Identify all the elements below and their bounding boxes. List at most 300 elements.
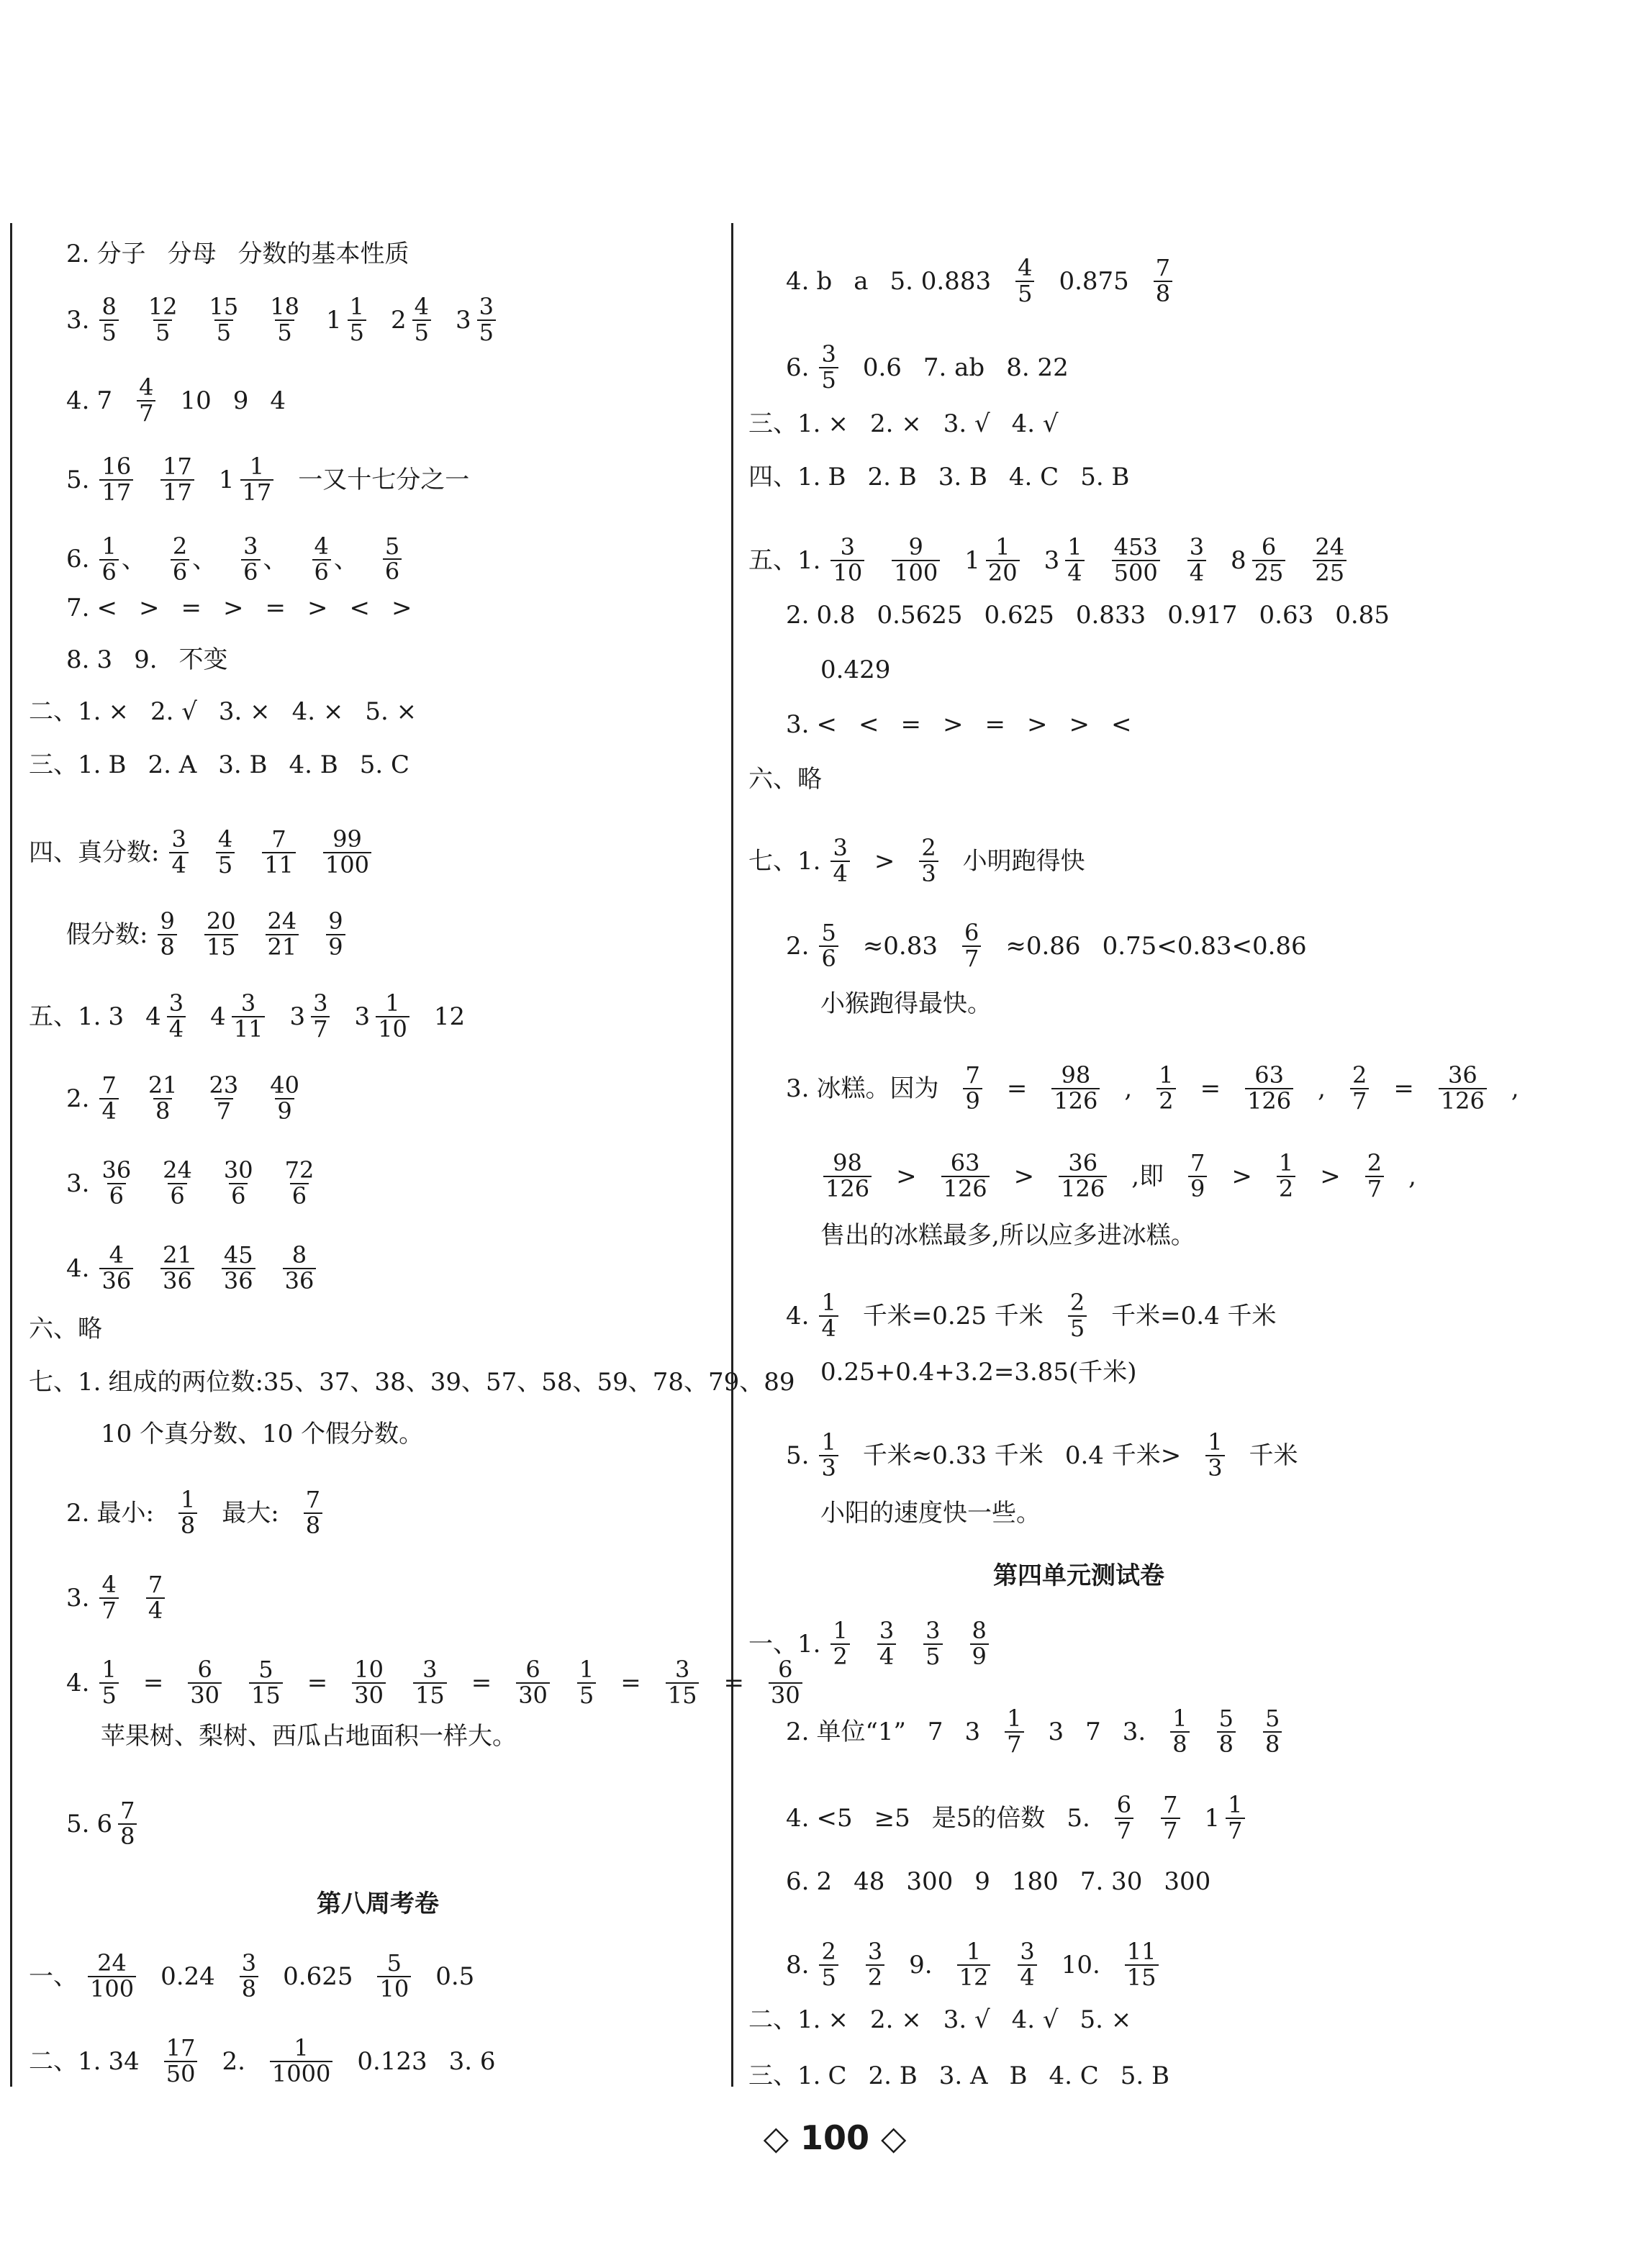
answer-item: 7	[927, 1717, 943, 1746]
fraction	[312, 532, 331, 586]
denominator: 7	[1226, 1818, 1244, 1843]
denominator: 8	[1263, 1731, 1282, 1757]
answer-item: >	[1026, 710, 1048, 739]
denominator: 6	[290, 1183, 309, 1209]
numerator: 7	[120, 1797, 135, 1824]
fraction	[99, 1573, 118, 1623]
answer-row	[29, 699, 438, 724]
answer-row	[820, 1223, 1217, 1248]
answer-item: 5.	[1067, 1803, 1090, 1833]
question-number: 六、略	[29, 1315, 102, 1343]
fraction	[160, 455, 194, 504]
answer-row	[748, 465, 1151, 489]
whole-part: 1	[325, 305, 342, 335]
denominator: 7	[962, 945, 981, 971]
answer-item: 7	[1085, 1717, 1101, 1746]
mixed-number	[1231, 535, 1288, 585]
fraction-item	[280, 1243, 320, 1293]
numerator: 10	[354, 1656, 384, 1683]
numerator: 9	[908, 533, 923, 561]
diamond-icon: ◇	[763, 2118, 789, 2157]
numerator: 3	[833, 834, 848, 861]
numerator: 98	[1061, 1061, 1091, 1089]
fraction	[1068, 1291, 1087, 1341]
answer-item: 0.6	[862, 353, 902, 382]
answer-item: 分母	[167, 240, 217, 268]
denominator: 5	[348, 319, 366, 345]
numerator: 15	[209, 293, 239, 320]
answer-item: =	[1200, 1074, 1221, 1103]
denominator: 100	[892, 560, 940, 586]
numerator: 4	[139, 373, 154, 401]
fraction	[266, 907, 299, 961]
fraction	[1051, 1063, 1100, 1113]
denominator: 15	[204, 934, 238, 960]
answer-item: 10	[180, 386, 212, 415]
fraction	[118, 1799, 137, 1849]
fraction-item	[185, 1658, 225, 1707]
fraction-item	[410, 1658, 450, 1707]
answer-item: 0.75<0.83<0.86	[1102, 931, 1307, 961]
question-number: 2.	[786, 1717, 810, 1746]
section-heading: 第八周考卷	[317, 1890, 439, 1918]
denominator: 126	[1439, 1088, 1487, 1114]
question-number: 假分数:	[66, 920, 148, 949]
fraction-item	[263, 907, 302, 961]
denominator: 17	[160, 479, 194, 505]
fraction	[1125, 1940, 1159, 1990]
answer-row	[66, 1488, 347, 1538]
fraction	[1157, 1063, 1175, 1113]
mixed-number	[1205, 1793, 1248, 1843]
question-number: 四、1.	[748, 463, 821, 491]
answer-item: 5. B	[1080, 463, 1130, 491]
answer-item: 5. ×	[1080, 2005, 1132, 2034]
denominator: 36	[160, 1268, 194, 1294]
numerator: 2	[172, 532, 188, 560]
denominator: 4	[146, 1597, 165, 1623]
fraction	[1252, 535, 1286, 585]
denominator: 8	[240, 1976, 258, 2002]
fraction-item	[237, 1951, 261, 2001]
denominator: 5	[99, 319, 118, 345]
denominator: 25	[1313, 560, 1346, 586]
fraction-item	[816, 1291, 841, 1341]
answer-item: 4. √	[1011, 2005, 1059, 2034]
answer-row	[66, 1071, 326, 1125]
question-number: 8.	[66, 645, 90, 674]
fraction-item	[1274, 1151, 1298, 1201]
denominator: 20	[986, 560, 1020, 586]
question-number: 3.	[66, 1583, 90, 1612]
fraction-item	[202, 907, 241, 961]
answer-item: 小猴跑得最快。	[820, 989, 992, 1018]
fraction	[164, 2036, 198, 2086]
question-number: 3.	[786, 1074, 810, 1103]
answer-item: >	[222, 594, 244, 622]
denominator: 30	[188, 1682, 222, 1708]
question-number: 四、真分数:	[29, 838, 160, 867]
denominator: 6	[312, 559, 331, 585]
question-number: 7.	[66, 594, 90, 622]
question-number: 三、1.	[29, 750, 101, 779]
numerator: 6	[1261, 533, 1277, 561]
answer-item: 4. B	[289, 750, 338, 779]
fraction	[923, 1619, 942, 1669]
numerator: 1	[249, 453, 265, 480]
denominator: 5	[99, 1682, 118, 1708]
answer-item: 2	[816, 1867, 833, 1896]
answer-row	[786, 1869, 1232, 1894]
numerator: 24	[97, 1949, 127, 1977]
denominator: 126	[1051, 1088, 1100, 1114]
answer-item: 12	[433, 1002, 466, 1031]
answer-row	[66, 1158, 340, 1208]
denominator: 8	[1170, 1731, 1189, 1757]
answer-item: 7. 30	[1080, 1867, 1143, 1896]
fraction-item	[96, 1243, 136, 1293]
denominator: 36	[283, 1268, 317, 1294]
fraction-item	[96, 455, 136, 504]
denominator: 4	[167, 1016, 186, 1042]
numerator: 1	[995, 533, 1010, 561]
answer-item: ,	[1408, 1161, 1416, 1191]
answer-row	[820, 1151, 1438, 1201]
fraction-item	[960, 1063, 985, 1113]
numerator: 1	[1007, 1705, 1022, 1732]
numerator: 2	[1069, 1289, 1085, 1316]
denominator: 15	[666, 1682, 700, 1708]
answer-item: 300	[906, 1867, 954, 1896]
fraction-item	[1185, 1151, 1210, 1201]
answer-item: B	[108, 750, 127, 779]
fraction-item	[166, 827, 191, 877]
answer-row	[786, 256, 1197, 306]
fraction	[240, 1951, 258, 2001]
answer-item: >	[391, 594, 412, 622]
denominator: 9	[326, 934, 345, 960]
answer-item: 5. C	[359, 750, 409, 779]
numerator: 1	[1172, 1705, 1187, 1732]
fraction	[99, 1158, 133, 1208]
denominator: 5	[153, 319, 172, 345]
whole-part: 4	[145, 1002, 161, 1031]
fraction	[311, 989, 330, 1043]
fraction-item	[820, 1151, 874, 1201]
numerator: 3	[1189, 533, 1205, 561]
denominator: 17	[240, 479, 274, 505]
answer-item: 4. √	[1011, 409, 1059, 438]
question-number: 5.	[66, 465, 90, 494]
answer-row	[786, 340, 1090, 394]
answer-row	[786, 921, 1329, 971]
fraction	[1005, 1707, 1023, 1756]
fraction-item	[663, 1658, 702, 1707]
numerator: 3	[168, 989, 184, 1017]
numerator: 3	[867, 1938, 883, 1965]
fraction	[137, 373, 155, 427]
fraction	[240, 455, 274, 504]
numerator: 36	[1447, 1061, 1477, 1089]
numerator: 17	[163, 453, 192, 480]
answer-item: 3.	[1122, 1717, 1146, 1746]
fraction-item	[816, 340, 841, 394]
fraction-item	[96, 1658, 121, 1707]
answer-item: 0.875	[1059, 266, 1129, 296]
answer-item: 3	[964, 1717, 981, 1746]
numerator: 7	[148, 1571, 163, 1598]
denominator: 7	[99, 1597, 118, 1623]
mixed-number	[219, 455, 276, 504]
denominator: 9	[963, 1088, 982, 1114]
answer-item: >	[942, 710, 964, 739]
denominator: 5	[1068, 1315, 1087, 1341]
denominator: 6	[107, 1183, 126, 1209]
page-number	[748, 2118, 921, 2157]
numerator: 5	[1264, 1705, 1280, 1732]
mixed-number	[326, 295, 369, 345]
denominator: 1000	[270, 2061, 332, 2087]
answer-item: 5. B	[1120, 2061, 1170, 2090]
answer-item: 0.8	[816, 601, 856, 630]
fraction	[99, 1658, 118, 1707]
separator: 、	[263, 545, 288, 574]
answer-item: 0.5625	[877, 601, 963, 630]
question-number: 一、	[29, 1961, 78, 1991]
answer-item: ×	[828, 409, 848, 438]
denominator: 7	[1005, 1731, 1023, 1757]
answer-item: 0.625	[283, 1961, 353, 1991]
page-number-value: 100	[800, 2118, 870, 2157]
question-number: 五、1.	[29, 1002, 101, 1031]
denominator: 6	[819, 945, 838, 971]
answer-row	[66, 242, 430, 266]
answer-item: =	[471, 1668, 492, 1697]
fraction	[1018, 1940, 1036, 1990]
question-number: 2.	[66, 1498, 90, 1528]
answer-item: =	[181, 594, 202, 622]
numerator: 9	[160, 907, 175, 935]
answer-item: 0.5	[435, 1961, 475, 1991]
numerator: 3	[1020, 1938, 1035, 1965]
denominator: 3	[819, 1455, 838, 1481]
numerator: 11	[1126, 1938, 1157, 1965]
fraction-item	[204, 295, 244, 345]
denominator: 4	[830, 861, 849, 886]
numerator: 7	[965, 1061, 980, 1089]
mixed-number	[96, 1799, 140, 1849]
answer-row	[786, 1430, 1320, 1480]
mixed-number	[145, 989, 189, 1043]
fraction-item	[158, 1158, 197, 1208]
answer-item: 4. ×	[291, 697, 344, 726]
fraction	[283, 1158, 317, 1208]
fraction	[919, 836, 938, 886]
fraction	[376, 989, 409, 1043]
fraction	[348, 295, 366, 345]
answer-item: 2.	[222, 2046, 245, 2076]
answer-item: 7	[96, 386, 113, 415]
numerator: 4	[1018, 254, 1033, 281]
answer-item: =	[1006, 1074, 1028, 1103]
denominator: 8	[1154, 281, 1172, 307]
answer-item: 3. A	[938, 2061, 988, 2090]
numerator: 23	[209, 1071, 239, 1099]
answer-item: ×	[828, 2005, 848, 2034]
answer-row	[820, 1499, 1062, 1528]
numerator: 4	[314, 532, 329, 560]
answer-item: 分数的基本性质	[237, 240, 409, 268]
answer-row	[748, 535, 1371, 585]
denominator: 500	[1112, 560, 1160, 586]
numerator: 4	[101, 1571, 117, 1598]
numerator: 45	[223, 1241, 253, 1269]
fraction-item	[1310, 535, 1349, 585]
answer-item: 9.	[134, 645, 158, 674]
answer-item: C	[828, 2061, 847, 2090]
fraction-item	[828, 1619, 852, 1669]
fraction-item	[267, 2036, 335, 2086]
denominator: 2	[1277, 1176, 1295, 1202]
answer-item: 3. B	[938, 463, 987, 491]
fraction	[188, 1658, 222, 1707]
fraction-item	[301, 1488, 325, 1538]
mixed-number	[354, 989, 412, 1043]
denominator: 36	[99, 1268, 133, 1294]
answer-item: 0.833	[1075, 601, 1146, 630]
fraction-item	[309, 534, 358, 584]
numerator: 1	[1278, 1149, 1294, 1176]
numerator: 21	[163, 1241, 192, 1269]
answer-row	[820, 658, 912, 682]
question-number: 2.	[786, 601, 810, 630]
answer-row	[66, 534, 426, 584]
fraction-item	[1203, 1430, 1227, 1480]
question-number: 3.	[66, 305, 90, 335]
answer-item: ,	[1124, 1074, 1133, 1103]
fraction-item	[238, 534, 287, 584]
answer-item: ,	[1511, 1074, 1519, 1103]
answer-item: 苹果树、梨树、西瓜占地面积一样大。	[101, 1722, 517, 1751]
fraction-item	[1158, 1793, 1182, 1843]
denominator: 15	[249, 1682, 283, 1708]
fraction	[262, 827, 296, 877]
answer-row	[66, 596, 433, 620]
fraction	[1263, 1707, 1282, 1756]
fraction	[1065, 535, 1084, 585]
answer-item: 0.63	[1259, 601, 1314, 630]
fraction	[146, 295, 180, 345]
answer-row	[101, 1422, 445, 1446]
fraction-item	[265, 1071, 304, 1125]
numerator: 6	[778, 1656, 793, 1683]
answer-row	[786, 1063, 1541, 1113]
answer-item: 9	[232, 386, 249, 415]
denominator: 25	[1252, 560, 1286, 586]
answer-row	[748, 409, 1080, 438]
fraction	[413, 1658, 447, 1707]
fraction-item	[916, 836, 941, 886]
denominator: 5	[214, 319, 233, 345]
answer-item: 4. C	[1049, 2061, 1099, 2090]
question-number: 二、1.	[29, 2046, 101, 2076]
mixed-number	[289, 989, 332, 1043]
fraction-item	[938, 1151, 992, 1201]
numerator: 3	[925, 1617, 941, 1644]
answer-row	[786, 1291, 1298, 1341]
fraction	[1226, 1793, 1244, 1843]
fraction	[167, 989, 186, 1043]
fraction	[207, 295, 241, 345]
denominator: 30	[352, 1682, 386, 1708]
numerator: 3	[240, 989, 256, 1017]
answer-item: 0.429	[820, 656, 891, 684]
fraction	[169, 827, 188, 877]
fraction	[207, 1071, 241, 1125]
numerator: 30	[223, 1156, 253, 1184]
fraction-item	[1154, 1063, 1178, 1113]
fraction	[178, 1488, 197, 1538]
numerator: 1	[833, 1617, 848, 1644]
answer-item: >	[1013, 1161, 1035, 1191]
answer-row	[820, 1358, 1159, 1387]
fraction	[1015, 256, 1034, 306]
mixed-number	[456, 295, 499, 345]
fraction-item	[380, 532, 404, 586]
whole-part: 4	[210, 1002, 226, 1031]
denominator: 4	[819, 1315, 838, 1341]
answer-item: <	[816, 710, 837, 739]
fraction	[99, 1071, 118, 1125]
denominator: 15	[413, 1682, 447, 1708]
separator: 、	[333, 545, 358, 574]
fraction-item	[280, 1158, 320, 1208]
fraction	[1187, 535, 1206, 585]
numerator: 3	[840, 533, 855, 561]
fraction-item	[204, 1071, 244, 1125]
fraction-item	[1214, 1707, 1239, 1756]
fraction	[1217, 1707, 1236, 1756]
numerator: 24	[267, 907, 297, 935]
diamond-icon: ◇	[881, 2118, 907, 2157]
numerator: 3	[479, 293, 494, 320]
whole-part: 8	[1231, 545, 1246, 575]
question-number: 8.	[786, 1950, 810, 1979]
fraction	[892, 535, 940, 585]
fraction-item	[1056, 1151, 1110, 1201]
column-divider	[731, 223, 733, 2087]
fraction	[160, 1158, 194, 1208]
denominator: 100	[88, 1976, 136, 2002]
numerator: 3	[674, 1656, 690, 1683]
answer-item: 2. ×	[869, 2005, 922, 2034]
denominator: 2	[830, 1643, 849, 1669]
numerator: 7	[271, 825, 286, 853]
question-number: 5.	[786, 1441, 810, 1470]
question-number: 6.	[66, 545, 90, 574]
question-number: 三、1.	[748, 409, 821, 438]
answer-item: 0.25+0.4+3.2=3.85(千米)	[820, 1358, 1137, 1387]
numerator: 7	[305, 1486, 321, 1513]
numerator: 3	[171, 825, 186, 853]
fraction-item	[954, 1940, 994, 1990]
answer-item: 0.917	[1167, 601, 1238, 630]
fraction-item	[85, 1951, 139, 2001]
fraction-item	[1362, 1151, 1387, 1201]
numerator: 1	[579, 1656, 594, 1683]
answer-item: <	[858, 710, 879, 739]
fraction-item	[863, 1940, 887, 1990]
